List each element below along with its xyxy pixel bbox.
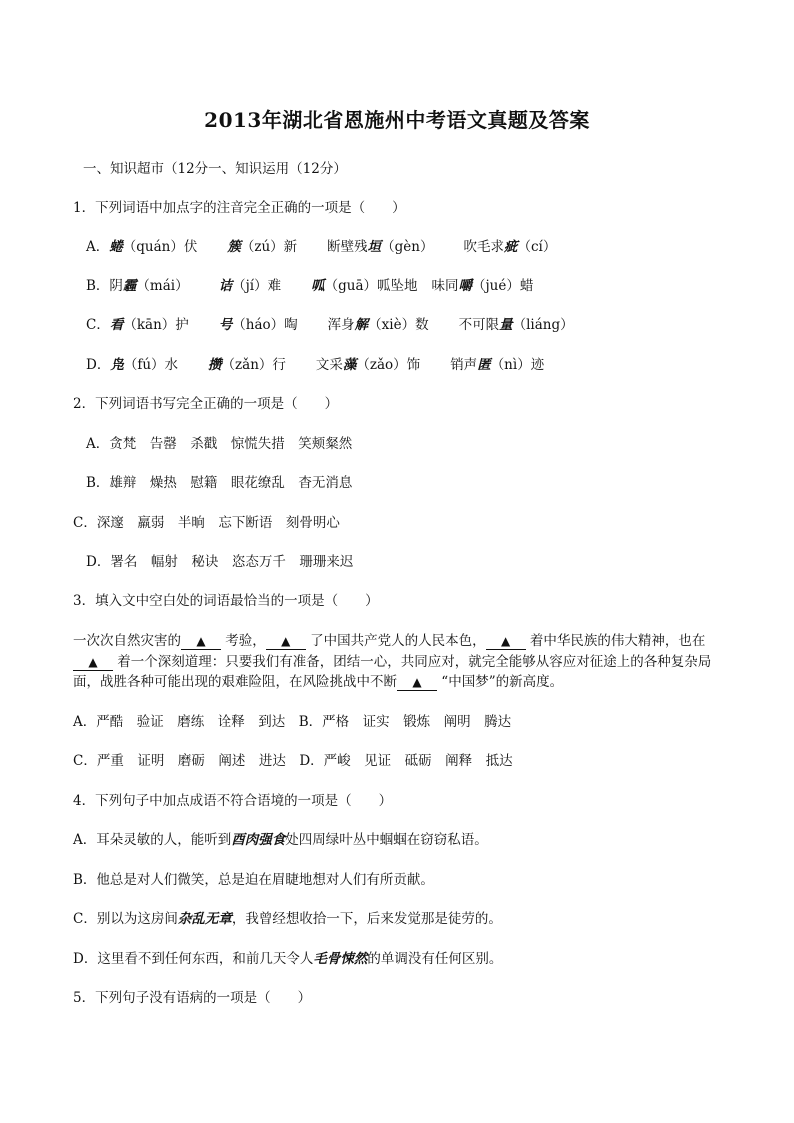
question-3-options-ab: A．严酷 验证 磨练 诠释 到达 B．严格 证实 锻炼 阐明 腾达 <box>73 714 512 730</box>
section-heading: 一、知识超市（12分一、知识运用（12分） <box>83 161 347 177</box>
blank-2: ▲ <box>266 633 306 650</box>
question-2-option-c: C．深邃 羸弱 半晌 忘下断语 刻骨明心 <box>73 515 340 531</box>
question-1-option-b: B．阴霾（mái） 诘（jí）难 呱（guā）呱坠地 味同嚼（jué）蜡 <box>86 278 534 294</box>
blank-4: ▲ <box>73 654 113 671</box>
blank-3: ▲ <box>486 633 526 650</box>
question-2-stem: 2．下列词语书写完全正确的一项是（ ） <box>73 396 339 412</box>
question-3-stem: 3．填入文中空白处的词语最恰当的一项是（ ） <box>73 593 379 609</box>
question-2-option-a: A．贪梵 告罄 杀戳 惊慌失措 笑颊粲然 <box>86 436 353 452</box>
question-2-option-b: B．雄辩 燥热 慰籍 眼花缭乱 杳无消息 <box>86 475 353 491</box>
question-4-option-d: D．这里看不到任何东西，和前几天令人毛骨悚然的单调没有任何区别。 <box>73 951 503 967</box>
question-1-option-c: C．看（kān）护 号（háo）啕 浑身解（xiè）数 不可限量（liáng） <box>86 317 574 333</box>
question-4-option-b: B．他总是对人们微笑，总是迫在眉睫地想对人们有所贡献。 <box>73 872 434 888</box>
question-3-options-cd: C．严重 证明 磨砺 阐述 进达 D．严峻 见证 砥砺 阐释 抵达 <box>73 753 513 769</box>
question-4-stem: 4．下列句子中加点成语不符合语境的一项是（ ） <box>73 793 393 809</box>
question-1-option-a: A．蜷（quán）伏 簇（zú）新 断壁残垣（gèn） 吹毛求疵（cí） <box>86 239 557 255</box>
question-3-passage: 一次次自然灾害的 ▲ 考验， ▲ 了中国共产党人的人民本色， ▲ 着中华民族的伟大精神，也在 ▲ 着一个深刻道理：只要我们有准备，团结一心，共同应对，就完全能够从容应对征途上的各种复杂局面，战胜各种可能出现的艰难险阻，在风险挑战中不断 ▲ “中国梦”的新高度。 <box>73 633 712 690</box>
question-2-option-d: D．署名 幅射 秘诀 恣态万千 珊珊来迟 <box>86 554 354 570</box>
question-4-option-a: A．耳朵灵敏的人，能听到酉肉强食处四周绿叶丛中蝈蝈在窃窃私语。 <box>73 832 488 848</box>
question-5-stem: 5．下列句子没有语病的一项是（ ） <box>73 990 312 1006</box>
question-4-option-c: C．别以为这房间杂乱无章，我曾经想收拾一下，后来发觉那是徒劳的。 <box>73 911 502 927</box>
page-title: 2013年湖北省恩施州中考语文真题及答案 <box>204 108 590 132</box>
blank-5: ▲ <box>397 674 437 691</box>
question-1-option-d: D．凫（fú）水 攒（zǎn）行 文采藻（zǎo）饰 销声匿（nì）迹 <box>86 357 545 373</box>
blank-1: ▲ <box>181 633 221 650</box>
question-1-stem: 1．下列词语中加点字的注音完全正确的一项是（ ） <box>73 200 406 216</box>
